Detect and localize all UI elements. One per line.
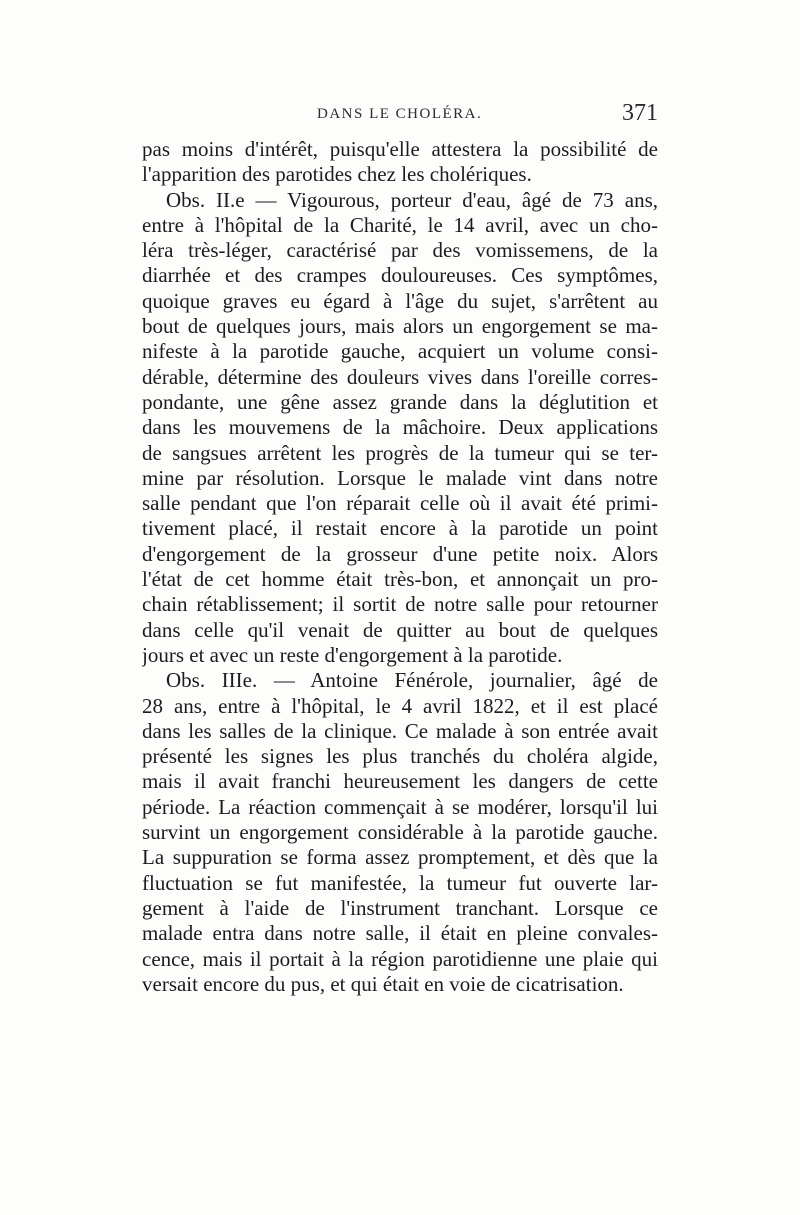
text-line: versait encore du pus, et qui était en voie de cicatrisation. [142, 971, 624, 996]
text-line: l'état de cet homme était très-bon, et annonçait un pro- [142, 567, 658, 592]
text-line: dans celle qu'il venait de quitter au bout de quelques [142, 617, 658, 642]
page-number: 371 [622, 100, 658, 126]
text-line: Obs. IIIe. — Antoine Fénérole, journalier, âgé de [166, 668, 658, 693]
text-line: 28 ans, entre à l'hôpital, le 4 avril 1822, et il est placé [142, 693, 658, 718]
text-line: fluctuation se fut manifestée, la tumeur fut ouverte lar- [142, 870, 658, 895]
text-line: quoique graves eu égard à l'âge du sujet, s'arrêtent au [142, 288, 658, 313]
text-line: gement à l'aide de l'instrument tranchant. Lorsque ce [142, 895, 658, 920]
text-line: dans les salles de la clinique. Ce malade à son entrée avait [142, 718, 658, 743]
text-line: mais il avait franchi heureusement les dangers de cette [142, 769, 658, 794]
text-line: chain rétablissement; il sortit de notre salle pour retourner [142, 592, 658, 617]
text-line: présenté les signes les plus tranchés du choléra algide, [142, 744, 658, 769]
text-line: pas moins d'intérêt, puisqu'elle attestera la possibilité de [142, 137, 658, 161]
page-header [142, 98, 658, 132]
text-line: de sangsues arrêtent les progrès de la tumeur qui se ter- [142, 440, 658, 465]
text-line: entre à l'hôpital de la Charité, le 14 avril, avec un cho- [142, 212, 658, 237]
running-head: DANS LE CHOLÉRA. [317, 106, 483, 122]
text-line: bout de quelques jours, mais alors un engorgement se ma- [142, 314, 658, 339]
text-line: diarrhée et des crampes douloureuses. Ces symptômes, [142, 263, 658, 288]
text-line: malade entra dans notre salle, il était en pleine convales- [142, 921, 658, 946]
text-line: dans les mouvemens de la mâchoire. Deux applications [142, 415, 658, 440]
text-line: pondante, une gêne assez grande dans la déglutition et [142, 389, 658, 414]
text-line: Obs. II.e — Vigourous, porteur d'eau, âgé de 73 ans, [166, 187, 658, 212]
text-line: l'apparition des parotides chez les cholériques. [142, 162, 532, 187]
text-line: cence, mais il portait à la région parotidienne une plaie qui [142, 946, 658, 971]
text-line: mine par résolution. Lorsque le malade vint dans notre [142, 465, 658, 490]
text-line: période. La réaction commençait à se modérer, lorsqu'il lui [142, 794, 658, 819]
text-line: tivement placé, il restait encore à la parotide un point [142, 516, 658, 541]
text-line: nifeste à la parotide gauche, acquiert un volume consi- [142, 339, 658, 364]
text-line: salle pendant que l'on réparait celle où il avait été primi- [142, 491, 658, 516]
text-line: survint un engorgement considérable à la parotide gauche. [142, 820, 658, 845]
body-text [142, 137, 658, 997]
text-line: léra très-léger, caractérisé par des vomissemens, de la [142, 238, 658, 263]
text-line: jours et avec un reste d'engorgement à la parotide. [142, 642, 563, 667]
text-line: dérable, détermine des douleurs vives dans l'oreille corres- [142, 364, 658, 389]
text-line: La suppuration se forma assez promptement, et dès que la [142, 845, 658, 870]
text-line: d'engorgement de la grosseur d'une petite noix. Alors [142, 541, 658, 566]
